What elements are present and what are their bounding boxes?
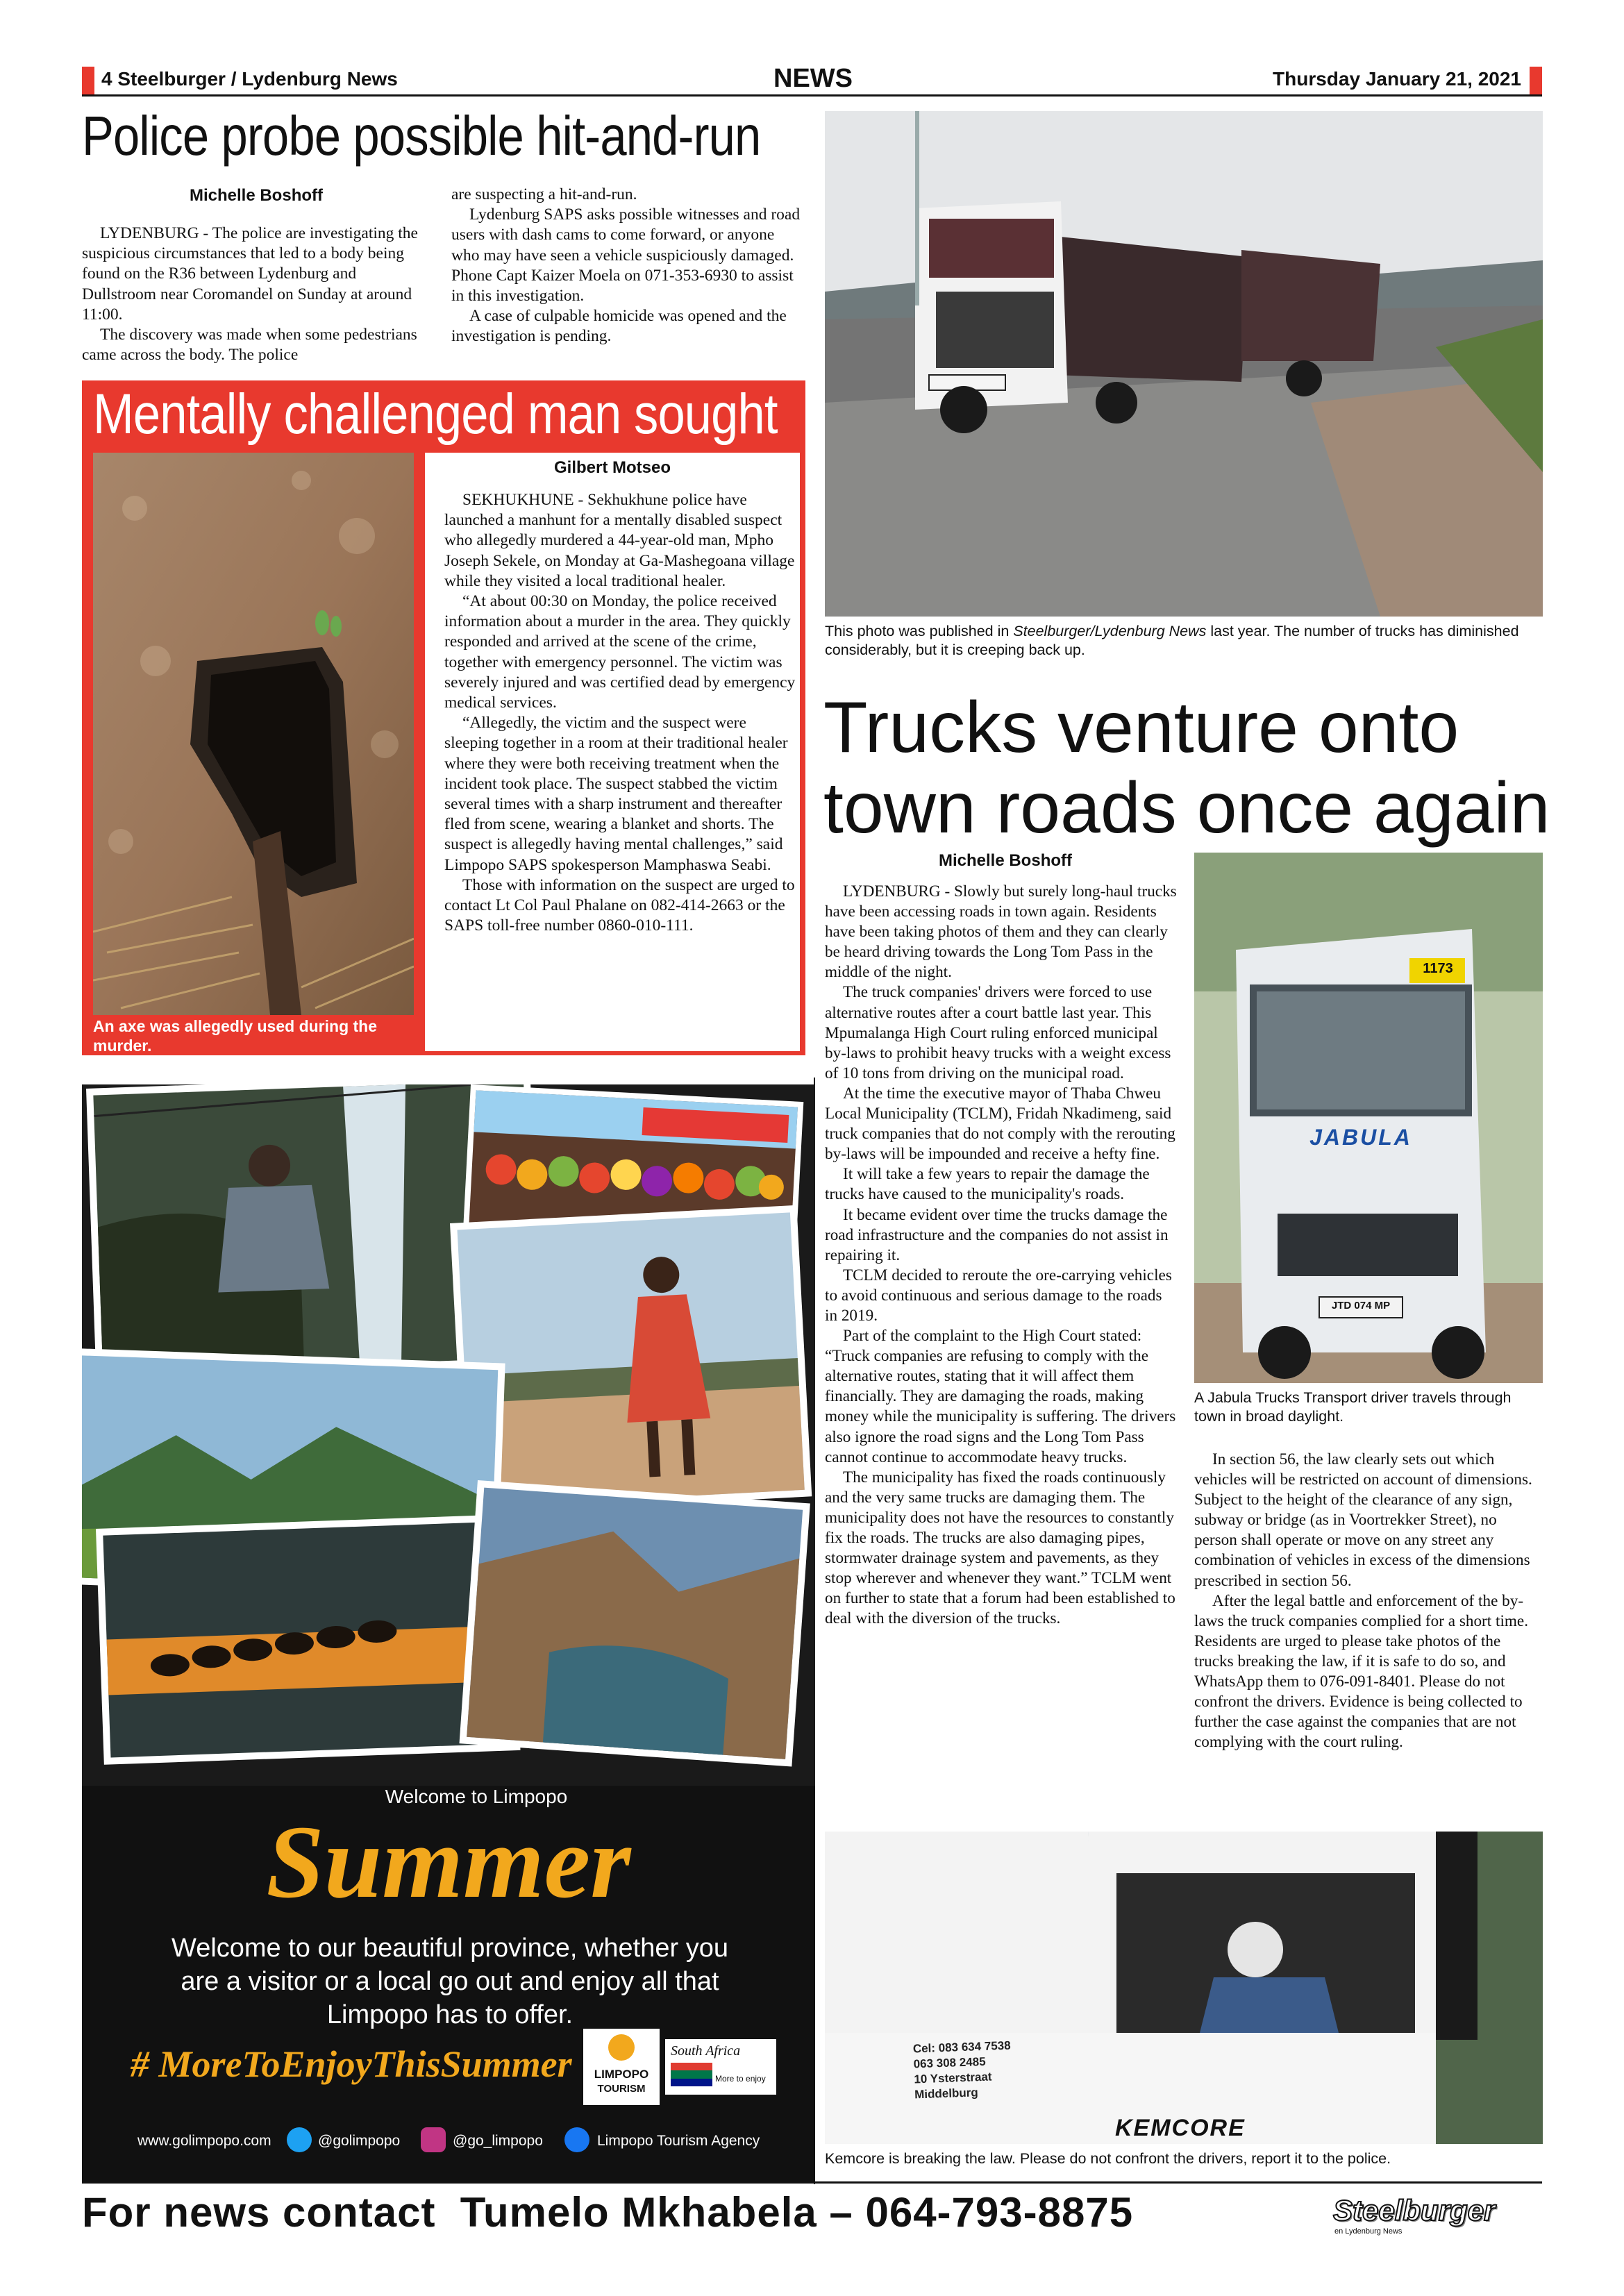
story3-col2-para: In section 56, the law clearly sets out which vehicles will be restricted on account of dimensions. Subject to the height of the clearance of any sign, subway or bridge (as in Voortrekker Street), no person shall operate or move on any street any combination of vehicles in excess of the dimensions prescribed in section 56.: [1194, 1450, 1532, 1590]
header-red-tab-left: [82, 67, 94, 94]
steelburger-masthead-logo: [1333, 2194, 1541, 2237]
story3-headline-line1: Trucks venture onto: [823, 687, 1459, 768]
story1-headline: Police probe possible hit-and-run: [82, 105, 761, 167]
story2-para: “Allegedly, the victim and the suspect were sleeping together in a room at their traditional healer where they were both receiving treatment when the incident took place. The suspect stabbed the victim several times with a sharp instrument and thereafter fled from scene, wearing a blanket and shorts. The suspect is allegedly having mental challenges,” said Limpopo SAPS spokesperson Mamphaswa Seabi.: [444, 714, 788, 874]
top-caption-italic: Steelburger/Lydenburg News: [1013, 623, 1207, 639]
story1-col1-para: The discovery was made when some pedestrians came across the body. The police: [82, 326, 417, 364]
story3-bottom-caption: Kemcore is breaking the law. Please do not confront the drivers, report it to the police.: [825, 2150, 1391, 2167]
story2-para: SEKHUKHUNE - Sekhukhune police have launched a manhunt for a mentally disabled suspect who allegedly murdered a 44-year-old man, Mpho Joseph Sekele, on Monday at Ga-Mashegoana village while they visited a local traditional healer.: [444, 491, 795, 590]
door-line: 063 308 2485: [913, 2054, 986, 2071]
story2-body: [444, 490, 798, 936]
header-section-title: NEWS: [773, 64, 853, 93]
masthead-sub: en Lydenburg News: [1334, 2227, 1403, 2236]
story3-mid-caption: A Jabula Trucks Transport driver travels through town in broad daylight.: [1194, 1389, 1512, 1425]
story2-byline: Gilbert Motseo: [553, 458, 671, 477]
truck-brand-label: JABULA: [1309, 1125, 1412, 1150]
ad-summer-title: Summer: [266, 1804, 631, 1920]
story3-col1-para: Part of the complaint to the High Court stated: “Truck companies are refusing to comply with the alternative routes, stating that it will affect them financially. They are damaging the roads, making money while the municipality is suffering. The drivers also ignore the road signs and the Long Tom Pass cannot continue to accommodate heavy trucks.: [825, 1327, 1176, 1466]
masthead-title: Steelburger: [1333, 2194, 1496, 2227]
header-page-label: 4 Steelburger / Lydenburg News: [101, 68, 398, 90]
ad-instagram: @go_limpopo: [453, 2133, 543, 2149]
story2-axe-photo: [93, 453, 414, 1015]
story3-col1-para: The truck companies' drivers were forced to use alternative routes after a court battle last year. This Mpumalanga High Court ruling enforced municipal by-laws to prohibit heavy trucks with a weight excess of 10 tons from driving on the municipal road.: [825, 983, 1171, 1082]
header-rule: [82, 94, 1542, 97]
top-caption-text: This photo was published in: [825, 623, 1014, 639]
south-africa-logo: [665, 2039, 776, 2095]
twitter-icon: [287, 2127, 312, 2152]
facebook-icon: [564, 2127, 589, 2152]
logo-tourism: TOURISM: [597, 2083, 646, 2095]
highway-truck-graphic: [825, 111, 1543, 617]
axe-photo-graphic: [93, 453, 414, 1015]
story3-byline: Michelle Boshoff: [938, 851, 1072, 870]
door-line: 10 Ysterstraat: [914, 2070, 992, 2086]
story1-col2-para: are suspecting a hit-and-run.: [451, 185, 637, 203]
story1-col1: [82, 224, 430, 365]
ad-collage-graphic: [82, 1084, 815, 1786]
ad-body-text: Welcome to our beautiful province, whether you are a visitor or a local go out and enjoy all that Limpopo has to offer.: [171, 1934, 728, 2029]
story2-para: “At about 00:30 on Monday, the police received information about a murder in the area. They quickly responded and arrived at the scene of the crime, together with emergency personnel. The victim was severely injured and was certified dead by emergency medical services.: [444, 592, 796, 712]
sun-icon: [608, 2034, 635, 2061]
logo-sa-tagline: More to enjoy: [715, 2074, 766, 2084]
instagram-icon: [421, 2127, 446, 2152]
truck-sign-number: 1173: [1423, 961, 1453, 976]
story3-kemcore-photo: [825, 1832, 1543, 2144]
story1-col2-para: Lydenburg SAPS asks possible witnesses and road users with dash cams to come forward, or anyone who may have seen a vehicle suspiciously damaged. Phone Capt Kaizer Moela on 071-353-6930 to assist in this investigation.: [451, 206, 801, 305]
story3-col1-para: At the time the executive mayor of Thaba Chweu Local Municipality (TCLM), Fridah Nkadimeng, said truck companies that do not comply with the rerouting by-laws will be impounded and receive a hefty fine.: [825, 1084, 1175, 1164]
header-date: Thursday January 21, 2021: [1273, 68, 1521, 90]
limpopo-tourism-logo: [583, 2029, 660, 2105]
story3-col1-para: The municipality has fixed the roads continuously and the very same trucks are damaging them. The municipality does not have the resources to constantly fix the roads. The trucks are also damaging pipes, stormwater drainage system and pavements, as they stop wherever and whenever they want.” TCLM went on further to state that a forum had been established to deal with the diversion of the trucks.: [825, 1468, 1175, 1628]
story3-col1-para: LYDENBURG - Slowly but surely long-haul trucks have been accessing roads in town again. Residents have been taking photos of them and they can clearly be heard driving towards the Long Tom Pass in the middle of the night.: [825, 882, 1177, 982]
limpopo-tourism-ad: [82, 1084, 815, 2181]
story3-top-truck-photo: [825, 111, 1543, 617]
door-line: Cel: 083 634 7538: [912, 2038, 1011, 2056]
story3-col2: [1194, 1450, 1541, 1752]
ad-twitter: @golimpopo: [318, 2133, 401, 2149]
story1-byline: Michelle Boshoff: [189, 186, 323, 205]
story1-col2: [451, 185, 804, 347]
ad-facebook: Limpopo Tourism Agency: [597, 2133, 760, 2149]
story3-jabula-photo: [1194, 853, 1543, 1383]
logo-south-africa: South Africa: [671, 2043, 741, 2059]
footer-rule: [82, 2181, 1542, 2184]
truck-plate: JTD 074 MP: [1331, 1300, 1391, 1312]
top-caption-text: last year. The number of trucks has diminished considerably, but it is creeping back up.: [825, 623, 1519, 658]
footer-contact: For news contact Tumelo Mkhabela – 064-793-8875: [82, 2189, 1134, 2236]
story2-caption: An axe was allegedly used during the murder.: [93, 1017, 378, 1055]
sa-flag-icon: [671, 2063, 712, 2086]
ad-welcome: Welcome to Limpopo: [385, 1786, 568, 1807]
story2-para: Those with information on the suspect are urged to contact Lt Col Paul Phalane on 082-414-2663 or the SAPS toll-free number 0860-010-111.: [444, 875, 795, 935]
door-contact-text: [913, 2038, 1013, 2103]
story3-top-caption: [825, 622, 1543, 660]
story3-headline-line2: town roads once again: [823, 768, 1550, 848]
story3-col1: [825, 882, 1178, 1629]
story1-col1-para: LYDENBURG - The police are investigating the suspicious circumstances that led to a body being found on the R36 between Lydenburg and Dullstroom near Coromandel on Sunday at around 11:00.: [82, 224, 418, 324]
story3-col2-para: After the legal battle and enforcement of the by-laws the truck companies complied for a short time. Residents are urged to please take photos of the trucks breaking the law, if it is safe to do so, and WhatsApp them to 076-091-8401. Please do not confront the drivers. Evidence is being collected to further the case against the companies that are not complying with the court ruling.: [1194, 1591, 1529, 1752]
header-red-tab-right: [1530, 67, 1542, 94]
ad-website: www.golimpopo.com: [137, 2133, 271, 2149]
story3-col1-para: It will take a few years to repair the damage the trucks have caused to the municipality's roads.: [825, 1165, 1150, 1204]
story3-col1-para: TCLM decided to reroute the ore-carrying vehicles to avoid continuous and serious damage to the roads in 2019.: [825, 1266, 1172, 1325]
door-brand: KEMCORE: [1115, 2115, 1246, 2141]
story1-col2-para: A case of culpable homicide was opened and the investigation is pending.: [451, 307, 787, 346]
story2-headline: Mentally challenged man sought: [93, 383, 778, 446]
story3-col1-para: It became evident over time the trucks damage the road infrastructure and the companies do not assist in repairing it.: [825, 1205, 1169, 1264]
logo-limpopo: LIMPOPO: [594, 2068, 649, 2081]
ad-hashtag: # MoreToEnjoyThisSummer: [131, 2043, 572, 2085]
door-line: Middelburg: [914, 2086, 979, 2102]
